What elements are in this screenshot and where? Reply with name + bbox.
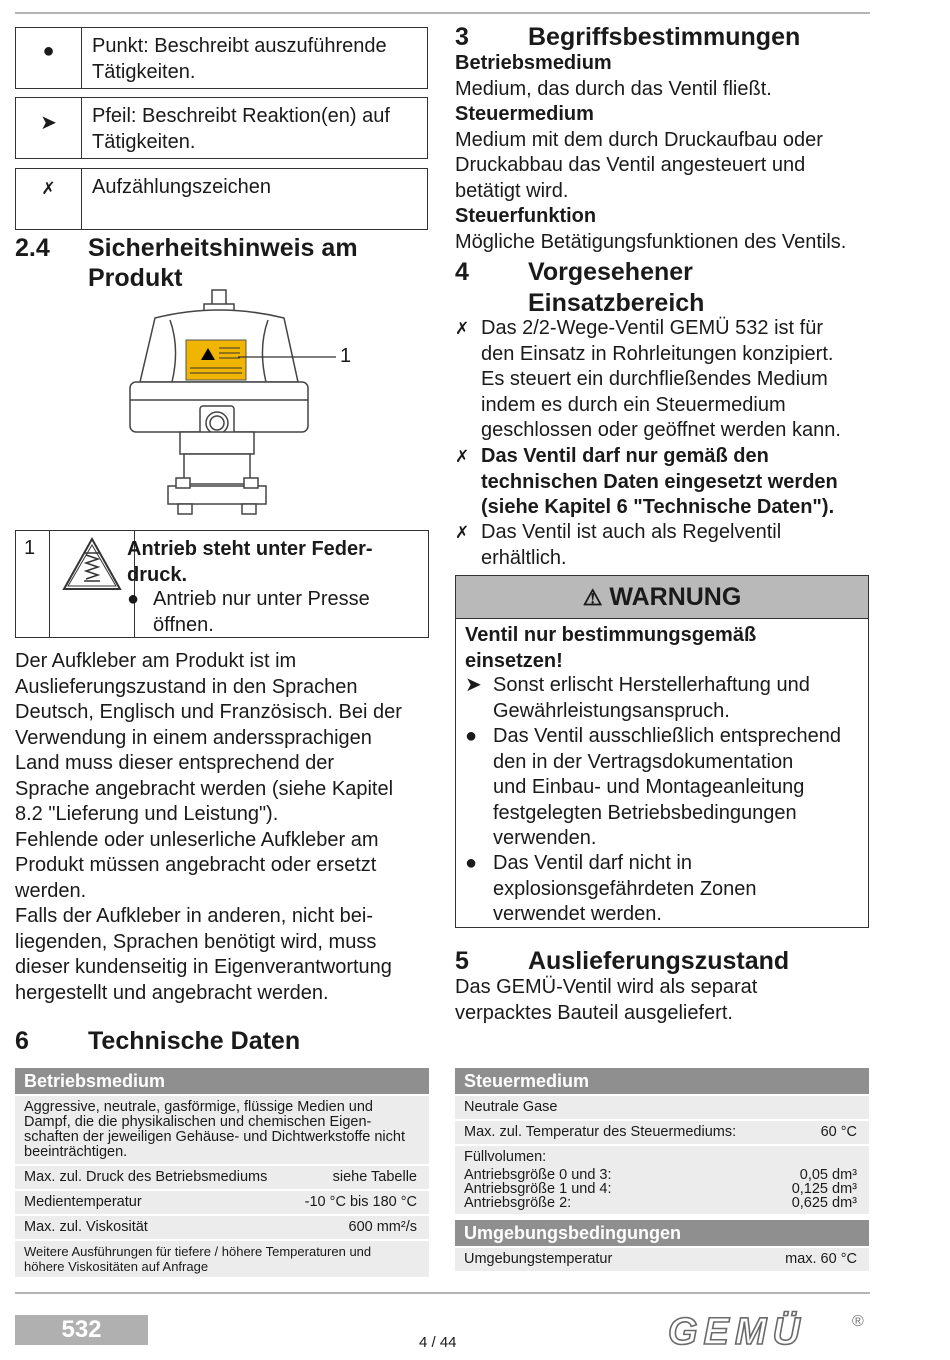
arrow-right-icon: ➤ bbox=[465, 674, 482, 696]
section-3-heading bbox=[455, 22, 875, 54]
safety-table: 1 Antrieb steht unter Feder- druck. ● Antrieb nur unter Presse öffnen. bbox=[15, 530, 429, 638]
list-mark-icon: ✗ bbox=[455, 319, 470, 338]
bullet-dot-icon: ● bbox=[127, 588, 140, 610]
warning-spring-icon bbox=[50, 531, 134, 631]
table-row: Max. zul. Viskosität 600 mm²/s bbox=[15, 1216, 429, 1239]
table-row: Aggressive, neutrale, gasförmige, flüssige Medien und Dampf, die die physikalischen und chemischen Eigen- schaften der jeweiligen Gehäuse- und Dichtwerkstoffe nicht beeinträchtigen. bbox=[15, 1096, 429, 1164]
table-header: Betriebsmedium bbox=[15, 1068, 429, 1094]
product-number-badge: 532 bbox=[15, 1315, 148, 1345]
warning-header: ⚠ WARNUNG bbox=[456, 576, 868, 619]
warning-lead: Ventil nur bestimmungsgemäß einsetzen! bbox=[465, 624, 757, 672]
safety-pos: 1 bbox=[16, 531, 50, 637]
table-row: Füllvolumen: Antriebsgröße 0 und 3: 0,05 dm³ Antriebsgröße 1 und 4: 0,125 dm³ Antriebsgröße 2: 0,625 dm³ bbox=[455, 1146, 869, 1214]
bullet-dot-icon: ● bbox=[465, 725, 478, 747]
registered-mark: ® bbox=[852, 1313, 864, 1330]
table-row: Weitere Ausführungen für tiefere / höhere Temperaturen und höhere Viskositäten auf Anfrage bbox=[15, 1241, 429, 1277]
term: Steuerfunktion bbox=[455, 205, 597, 227]
warning-box: ⚠ WARNUNG Ventil nur bestimmungsgemäß einsetzen! ➤ Sonst erlischt Herstellerhaftung und Gewährleistungsanspruch. ● Das Ventil ausschließlich entsprechend den in der Vertragsdokumentation und Einbau- und Montageanleitung festgelegten Betriebsbedingungen verwenden. ● Das Ventil darf nicht in explosionsgefährdeten Zonen verwendet werden. bbox=[455, 575, 869, 928]
legend-row-dot bbox=[15, 27, 428, 89]
logo-text: GEMÜ bbox=[668, 1311, 806, 1353]
legend-text: Pfeil: Beschreibt Reaktion(en) auf Tätigkeiten. bbox=[92, 105, 390, 153]
section-title: Begriffsbestimmungen bbox=[528, 23, 801, 51]
section-6-heading bbox=[15, 1026, 435, 1058]
table-row: Umgebungstemperatur max. 60 °C bbox=[455, 1248, 869, 1271]
section-title: Auslieferungszustand bbox=[528, 947, 790, 975]
section-title: Sicherheitshinweis am Produkt bbox=[88, 234, 358, 292]
definitions: Betriebsmedium Medium, das durch das Ventil fließt. Steuermedium Medium mit dem durch Druckaufbau oder Druckabbau das Ventil angesteuert und betätigt wird. Steuerfunktion Mögliche Betätigungsfunktionen des Ventils. bbox=[455, 52, 847, 253]
term: Betriebsmedium bbox=[455, 52, 612, 74]
section-title: Vorgesehener Einsatzbereich bbox=[528, 258, 705, 317]
table-header: Steuermedium bbox=[455, 1068, 869, 1094]
section-number: 4 bbox=[455, 258, 469, 286]
figure-callout: 1 bbox=[340, 345, 352, 367]
term: Steuermedium bbox=[455, 103, 594, 125]
actuator-figure bbox=[120, 288, 370, 518]
section-number: 3 bbox=[455, 23, 469, 51]
section-5-text: Das GEMÜ-Ventil wird als separat verpacktes Bauteil ausgeliefert. bbox=[455, 976, 758, 1024]
page-number: 4 / 44 bbox=[419, 1334, 457, 1351]
section-number: 6 bbox=[15, 1027, 29, 1055]
sticker-paragraph: Der Aufkleber am Produkt ist im Auslieferungszustand in den Sprachen Deutsch, Englisch und Französisch. Bei der Verwendung in einem anderssprachigen Land muss dieser entsprechend der Sprache angebracht werden (siehe Kapitel 8.2 "Lieferung und Leistung"). Fehlende oder unleserliche Aufkleber am Produkt müssen angebracht oder ersetzt werden. Falls der Aufkleber in anderen, nicht bei- liegenden, Sprachen benötigt wird, muss dieser kundenseitig in Eigenverantwortung hergestellt und angebracht werden. bbox=[15, 650, 402, 1004]
section-5-heading bbox=[455, 946, 875, 978]
section-4-heading bbox=[455, 257, 875, 319]
section-number: 5 bbox=[455, 947, 469, 975]
legend-row-arrow bbox=[15, 97, 428, 159]
bullet-dot-icon: ● bbox=[16, 28, 82, 88]
legend-text: Punkt: Beschreibt auszuführende Tätigkeiten. bbox=[92, 35, 387, 83]
table-row: Max. zul. Temperatur des Steuermediums: 60 °C bbox=[455, 1121, 869, 1144]
legend-text: Aufzählungszeichen bbox=[92, 176, 272, 198]
section-2-4-heading bbox=[15, 233, 435, 295]
table-row: Neutrale Gase bbox=[455, 1096, 869, 1119]
safety-symbol-cell bbox=[50, 531, 135, 637]
betriebsmedium-table bbox=[15, 1068, 429, 1277]
bottom-rule bbox=[15, 1292, 870, 1294]
table-row: Medientemperatur -10 °C bis 180 °C bbox=[15, 1191, 429, 1214]
section-number: 2.4 bbox=[15, 234, 50, 262]
list-mark-icon: ✗ bbox=[455, 523, 470, 542]
safety-title: Antrieb steht unter Feder- druck. bbox=[127, 538, 373, 586]
bullet-dot-icon: ● bbox=[465, 852, 478, 874]
legend-row-list bbox=[15, 168, 428, 230]
section-title: Technische Daten bbox=[88, 1027, 301, 1055]
table-row: Max. zul. Druck des Betriebsmediums siehe Tabelle bbox=[15, 1166, 429, 1189]
list-mark-icon: ✗ bbox=[16, 169, 82, 229]
top-rule bbox=[15, 12, 870, 14]
table-header: Umgebungsbedingungen bbox=[455, 1220, 869, 1246]
arrow-right-icon: ➤ bbox=[16, 98, 82, 158]
gemu-logo bbox=[668, 1311, 868, 1353]
warning-triangle-icon: ⚠ bbox=[582, 585, 603, 610]
list-mark-icon: ✗ bbox=[455, 447, 470, 466]
steuermedium-table bbox=[455, 1068, 869, 1271]
